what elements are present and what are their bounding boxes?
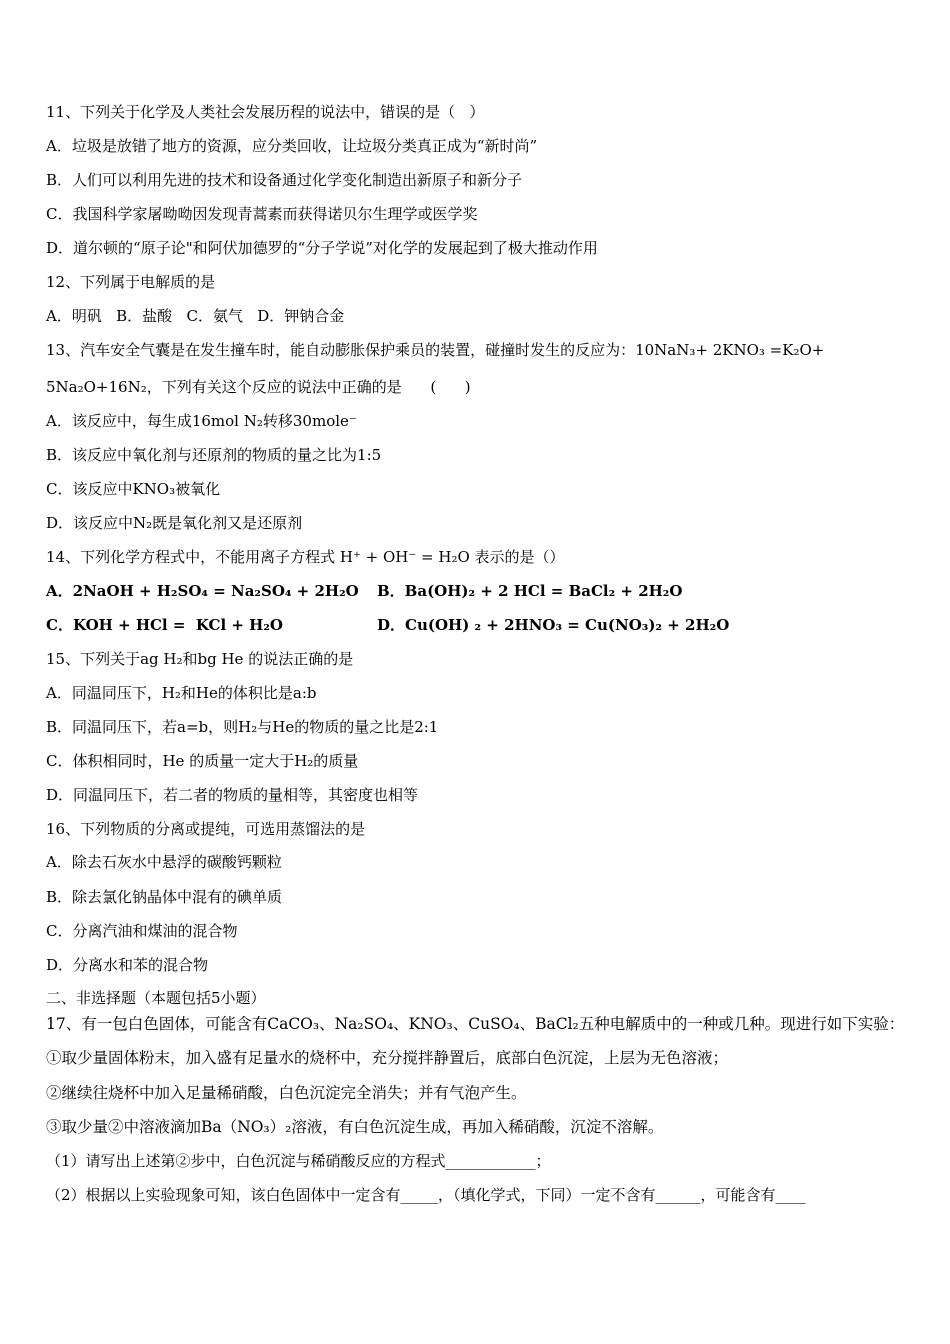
line-text: A．明矾 B．盐酸 C．氨气 D．钾钠合金	[46, 307, 345, 325]
text-line	[46, 238, 598, 258]
text-line	[46, 1151, 551, 1171]
text-line	[46, 921, 237, 941]
text-line	[46, 1117, 663, 1137]
line-text: 17、有一包白色固体，可能含有CaCO₃、Na₂SO₄、KNO₃、CuSO₄、BaCl₂五种电解质中的一种或几种。现进行如下实验：	[46, 1015, 905, 1033]
text-line	[46, 102, 484, 122]
text-line	[46, 340, 824, 360]
line-text: D．同温同压下，若二者的物质的量相等，其密度也相等	[46, 786, 419, 804]
option-text-right: B．Ba(OH)₂ + 2 HCl = BaCl₂ + 2H₂O	[377, 582, 683, 600]
line-text: C．该反应中KNO₃被氧化	[46, 480, 221, 498]
line-text: D．该反应中N₂既是氧化剂又是还原剂	[46, 514, 303, 532]
text-line	[46, 204, 477, 224]
text-line	[46, 1014, 904, 1034]
line-text: A．同温同压下，H₂和He的体积比是a:b	[46, 684, 317, 702]
text-line	[46, 615, 730, 635]
line-text: A．除去石灰水中悬浮的碳酸钙颗粒	[46, 853, 282, 871]
line-text: B．该反应中氧化剂与还原剂的物质的量之比为1:5	[46, 446, 382, 464]
text-line	[46, 751, 358, 771]
text-line	[46, 1185, 806, 1205]
line-text: B．除去氯化钠晶体中混有的碘单质	[46, 888, 283, 906]
text-line	[46, 819, 365, 839]
line-text: 16、下列物质的分离或提纯，可选用蒸馏法的是	[46, 820, 366, 838]
line-text: （2）根据以上实验现象可知，该白色固体中一定含有_____，（填化学式，下同）一定不含有______，可能含有____	[46, 1186, 806, 1204]
text-line	[46, 170, 522, 190]
line-text: B．人们可以利用先进的技术和设备通过化学变化制造出新原子和新分子	[46, 171, 523, 189]
line-text: C．KOH + HCl = KCl + H₂O	[46, 616, 283, 634]
line-text: C．体积相同时，He 的质量一定大于H₂的质量	[46, 752, 359, 770]
line-text: B．同温同压下，若a=b，则H₂与He的物质的量之比是2:1	[46, 718, 439, 736]
line-text: 13、汽车安全气囊是在发生撞车时，能自动膨胀保护乘员的装置，碰撞时发生的反应为：10NaN₃+ 2KNO₃ =K₂O+	[46, 341, 825, 359]
line-text: D．分离水和苯的混合物	[46, 956, 209, 974]
line-text: ①取少量固体粉末，加入盛有足量水的烧杯中，充分搅拌静置后，底部白色沉淀，上层为无色溶液；	[46, 1049, 729, 1067]
text-line	[46, 581, 683, 601]
line-text: 5Na₂O+16N₂，下列有关这个反应的说法中正确的是 ( )	[46, 378, 471, 396]
text-line	[46, 479, 220, 499]
option-text-right: D．Cu(OH) ₂ + 2HNO₃ = Cu(NO₃)₂ + 2H₂O	[377, 616, 730, 634]
text-line	[46, 955, 208, 975]
text-line	[46, 887, 282, 907]
text-line	[46, 377, 471, 397]
line-text: ③取少量②中溶液滴加Ba（NO₃）₂溶液，有白色沉淀生成，再加入稀硝酸，沉淀不溶解。	[46, 1118, 664, 1136]
text-line	[46, 272, 215, 292]
line-text: A．该反应中，每生成16mol N₂转移30mole⁻	[46, 412, 357, 430]
line-text: A．2NaOH + H₂SO₄ = Na₂SO₄ + 2H₂O	[46, 582, 359, 600]
line-text: C．我国科学家屠呦呦因发现青蒿素而获得诺贝尔生理学或医学奖	[46, 205, 478, 223]
text-line	[46, 445, 381, 465]
line-text: D．道尔顿的“原子论"和阿伏加德罗的“分子学说”对化学的发展起到了极大推动作用	[46, 239, 598, 257]
text-line	[46, 1083, 527, 1103]
text-line	[46, 852, 282, 872]
text-line	[46, 136, 537, 156]
text-line	[46, 988, 266, 1008]
text-line	[46, 513, 302, 533]
text-line	[46, 411, 357, 431]
text-line	[46, 649, 353, 669]
line-text: 12、下列属于电解质的是	[46, 273, 216, 291]
text-line	[46, 717, 438, 737]
line-text: 二、非选择题（本题包括5小题）	[46, 989, 266, 1007]
text-line	[46, 785, 418, 805]
line-text: A．垃圾是放错了地方的资源，应分类回收，让垃圾分类真正成为“新时尚”	[46, 137, 538, 155]
line-text: 15、下列关于ag H₂和bg He 的说法正确的是	[46, 650, 354, 668]
text-line	[46, 1048, 728, 1068]
line-text: 14、下列化学方程式中，不能用离子方程式 H⁺ + OH⁻ = H₂O 表示的是（）	[46, 548, 565, 566]
text-line	[46, 306, 344, 326]
line-text: （1）请写出上述第②步中，白色沉淀与稀硝酸反应的方程式____________；	[46, 1152, 551, 1170]
text-line	[46, 547, 565, 567]
line-text: C．分离汽油和煤油的混合物	[46, 922, 238, 940]
text-line	[46, 683, 317, 703]
line-text: 11、下列关于化学及人类社会发展历程的说法中，错误的是（ ）	[46, 103, 485, 121]
line-text: ②继续往烧杯中加入足量稀硝酸，白色沉淀完全消失；并有气泡产生。	[46, 1084, 527, 1102]
